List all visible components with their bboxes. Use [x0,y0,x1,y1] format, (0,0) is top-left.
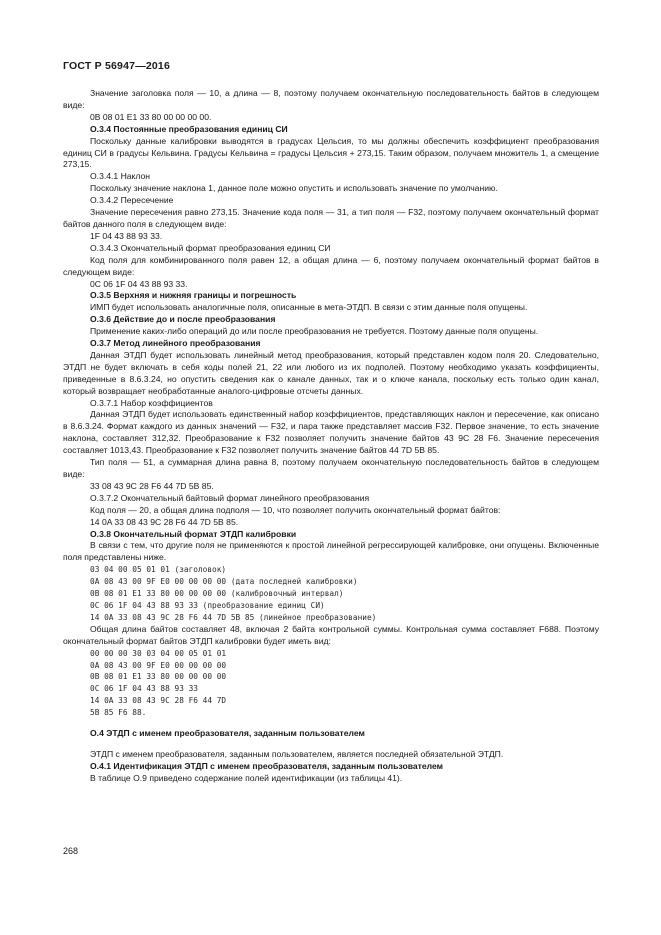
subsection-heading: О.3.4.1 Наклон [90,171,151,182]
code-line: 00 00 00 30 03 04 00 05 01 01 [90,648,227,658]
code-line: 0A 08 43 00 9F E0 00 00 00 00 [90,660,227,670]
byte-sequence: 0B 08 01 E1 33 80 00 00 00 00. [90,111,212,122]
code-line: 14 0A 33 08 43 9C 28 F6 44 7D 5B 85 (линейное преобразование) [90,612,377,622]
paragraph: Значение заголовка поля — 10, а длина — 8, поэтому получаем окончательную последовательность байтов в следующем виде: [63,88,599,110]
section-heading: О.3.4 Постоянные преобразования единиц СИ [90,123,288,134]
paragraph: Тип поля — 51, а суммарная длина равна 8, поэтому получаем окончательную последовательность байтов в следующем виде: [63,457,599,479]
byte-sequence: 1F 04 43 88 93 33. [90,230,163,241]
document-body [63,88,599,785]
subsection-heading: О.3.4.2 Пересечение [90,195,174,206]
paragraph: Код поля — 20, а общая длина подполя — 10, что позволяет получить окончательный формат байтов: [90,504,501,515]
page-number: 268 [63,846,79,856]
byte-sequence: 0C 06 1F 04 43 88 93 33. [90,278,188,289]
paragraph: ИМП будет использовать аналогичные поля, описанные в мета-ЭТДП. В связи с этим данные поля опущены. [90,302,528,313]
code-line: 03 04 00 05 01 01 (заголовок) [90,565,227,575]
byte-sequence: 14 0A 33 08 43 9C 28 F6 44 7D 5B 85. [90,516,239,527]
code-line: 0C 06 1F 04 43 88 93 33 [90,684,198,694]
paragraph: Данная ЭТДП будет использовать линейный метод преобразования, который представлен кодом поля 20. Следовательно, ЭТДП не будет включать в себя коды полей 21, 22 или любого из их подполей. Поэтому необходимо указать коэффициенты, приведенные в 8.6.3.24, но опустить сведения как о канале данных, так и о ключе канала, поскольку есть только один канал, который возвращает необработанные аналого-цифровые отсчеты данных. [63,349,599,396]
code-line: 5B 85 F6 88. [90,708,147,718]
code-line: 0B 08 01 E1 33 80 00 00 00 00 [90,672,227,682]
paragraph: В связи с тем, что другие поля не применяются к простой линейной регрессирующей калибровке, они опущены. Включенные поля представлены ниже. [63,540,599,563]
paragraph: ЭТДП с именем преобразователя, заданным пользователем, является последней обязательной ЭТДП. [90,748,504,759]
code-line: 0A 08 43 00 9F E0 00 00 00 00 (дата последней калибровки) [90,577,358,587]
paragraph: В таблице О.9 приведено содержание полей идентификации (из таблицы 41). [90,772,403,783]
document-header: ГОСТ Р 56947—2016 [63,60,171,72]
section-heading: О.3.8 Окончательный формат ЭТДП калибровки [90,528,297,539]
code-line: 14 0A 33 08 43 9C 28 F6 44 7D [90,696,227,706]
subsection-heading: О.3.7.1 Набор коэффициентов [90,397,213,408]
subsection-heading: О.3.7.2 Окончательный байтовый формат линейного преобразования [90,492,370,503]
paragraph: Поскольку значение наклона 1, данное поле можно опустить и использовать значение по умолчанию. [90,183,498,194]
byte-sequence: 33 08 43 9C 28 F6 44 7D 5B 85. [90,480,214,491]
paragraph: Значение пересечения равно 273,15. Значение кода поля — 31, а тип поля — F32, поэтому получаем окончательный формат байтов данного поля в следующем виде: [63,207,599,229]
section-heading: О.4.1 Идентификация ЭТДП с именем преобразователя, заданным пользователем [90,760,443,771]
paragraph: Применение каких-либо операций до или после преобразования не требуется. Поэтому данные поля опущены. [90,326,539,337]
section-heading: О.3.7 Метод линейного преобразования [90,338,261,349]
paragraph: Данная ЭТДП будет использовать единственный набор коэффициентов, представляющих наклон и пересечение, как описано в 8.6.3.24. Формат каждого из данных значений — F32, и пара также представляет массив F32. Первое значение, то есть значение наклона, составляет 312,32. Преобразование к F32 позволяет получить значение байтов 43 9C 28 F6. Значение пересечения составляет 1013,43. Преобразование к F32 позволяет получить значение байтов 44 7D 5B 85. [63,409,599,456]
section-heading: О.3.6 Действие до и после преобразования [90,314,276,325]
paragraph: Код поля для комбинированного поля равен 12, а общая длина — 6, поэтому получаем окончательный формат байтов в следующем виде: [63,254,599,277]
paragraph: Поскольку данные калибровки выводятся в градусах Цельсия, то мы должны обеспечить коэффициент преобразования единиц СИ в градусы Кельвина. Градусы Кельвина = градусы Цельсия + 273,15. Таким образом, получаем множитель 1, а смещение 273,15. [63,135,599,170]
code-line: 0B 08 01 E1 33 80 00 00 00 00 (калибровочный интервал) [90,589,344,599]
code-line: 0C 06 1F 04 43 88 93 33 (преобразование единиц СИ) [90,600,325,610]
subsection-heading: О.3.4.3 Окончательный формат преобразования единиц СИ [90,242,331,253]
spacer [63,740,599,749]
section-heading: О.3.5 Верхняя и нижняя границы и погрешность [90,290,297,301]
section-heading: О.4 ЭТДП с именем преобразователя, заданным пользователем [90,728,365,739]
spacer [63,719,599,728]
paragraph: Общая длина байтов составляет 48, включая 2 байта контрольной суммы. Контрольная сумма составляет F688. Поэтому окончательный формат байтов ЭТДП калибровки будет иметь вид: [63,623,599,646]
